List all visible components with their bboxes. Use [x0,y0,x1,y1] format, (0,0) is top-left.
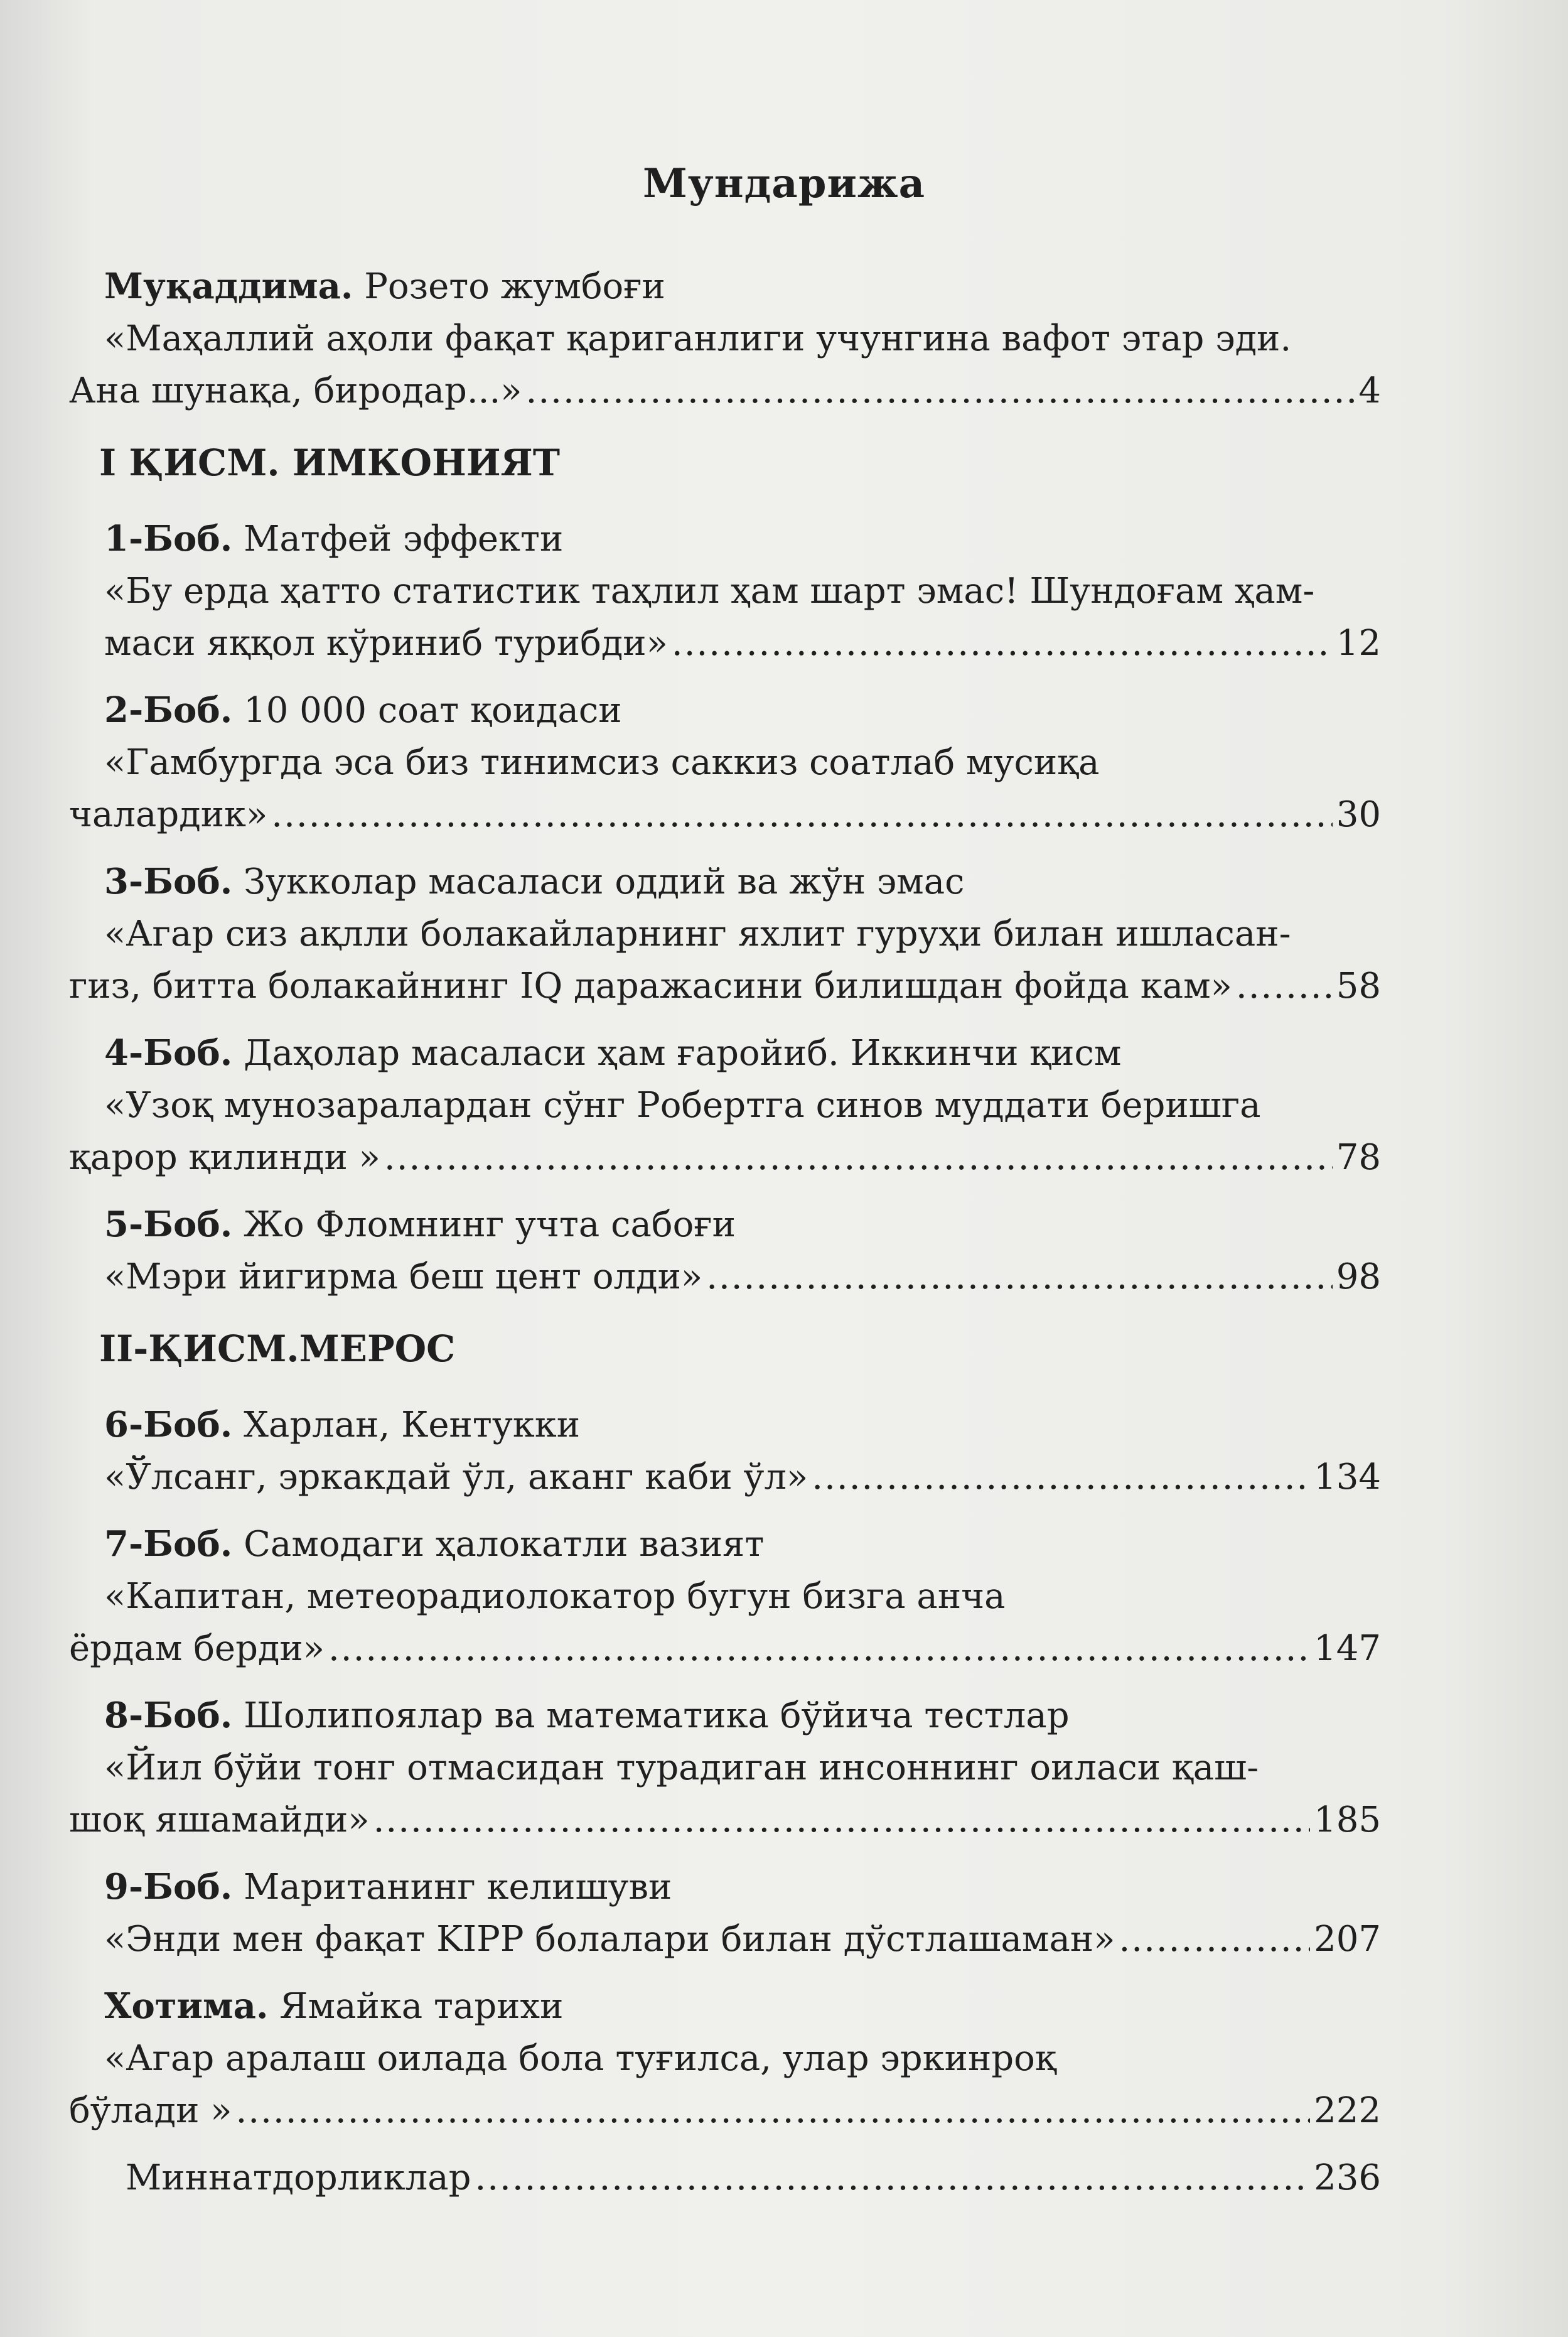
chapter-heading [69,513,1381,565]
acknowledgements-label: Миннатдорликлар [126,2157,471,2198]
chapter-heading [69,1027,1381,1079]
chapter-quote-line: «Капитан, метеорадиолокатор бугун бизга анча [104,1576,1006,1617]
toc-entry-chapter-6 [69,1399,1381,1503]
chapter-leader-line [69,1913,1381,1965]
chapter-heading [69,1518,1381,1570]
chapter-quote-line: «Энди мен фақат KIPP болалари билан дўстлашаман» [104,1919,1115,1960]
chapter-leader-line [69,1451,1381,1503]
chapter-heading [69,684,1381,737]
toc-entry-chapter-3 [69,856,1381,1012]
chapter-quote-line: «Мэри йигирма беш цент олди» [104,1256,703,1297]
toc-entry-epilogue [69,1980,1381,2137]
chapter-quote-line: «Маҳаллий аҳоли фақат қариганлиги учунгина вафот этар эди. [104,318,1292,359]
chapter-label: 1-Боб. [104,518,233,559]
chapter-quote-line: маси яққол кўриниб турибди» [104,623,668,664]
chapter-quote-line: бўлади » [69,2090,232,2131]
chapter-heading [69,1199,1381,1251]
toc-entry-chapter-7 [69,1518,1381,1675]
chapter-leader-line [69,789,1381,841]
chapter-label: 9-Боб. [104,1866,233,1908]
chapter-label: 2-Боб. [104,689,233,731]
dot-leader [271,789,1332,841]
chapter-heading [69,1861,1381,1913]
chapter-quote-line: Ана шунақа, биродар...» [69,370,522,411]
page-number: 222 [1314,2090,1381,2131]
page-number: 78 [1336,1137,1381,1178]
page-number: 98 [1336,1256,1381,1297]
chapter-label: 8-Боб. [104,1695,233,1736]
page-number: 147 [1314,1628,1381,1669]
chapter-name: Маританинг келишуви [244,1867,672,1908]
page-number: 12 [1336,623,1381,664]
chapter-heading [69,856,1381,908]
dot-leader [373,1794,1310,1846]
chapter-leader-line [69,960,1381,1012]
chapter-name: Ямайка тарихи [279,1986,564,2027]
page-number: 236 [1314,2157,1381,2198]
chapter-quote-line: «Йил бўйи тонг отмасидан турадиган инсоннинг оиласи қаш- [104,1747,1259,1788]
chapter-name: Харлан, Кентукки [244,1405,581,1445]
chapter-label: 6-Боб. [104,1404,233,1445]
chapter-name: 10 000 соат қоидаси [244,690,622,731]
chapter-quote-line: «Гамбургда эса биз тинимсиз саккиз соатлаб мусиқа [104,742,1100,783]
chapter-name: Шолипоялар ва математика бўйича тестлар [244,1695,1070,1736]
dot-leader [384,1131,1333,1184]
chapter-heading [69,1980,1381,2032]
table-of-contents [69,261,1381,2204]
toc-entry-chapter-9 [69,1861,1381,1965]
chapter-name: Зукколар масаласи оддий ва жўн эмас [244,861,965,902]
chapter-leader-line [69,617,1381,669]
chapter-leader-line [69,1622,1381,1675]
page-number: 185 [1314,1800,1381,1840]
chapter-leader-line [69,1251,1381,1303]
chapter-name: Розето жумбоғи [364,266,665,307]
chapter-quote-line: «Бу ерда ҳатто статистик таҳлил ҳам шарт эмас! Шундоғам ҳам- [104,571,1315,612]
chapter-heading [69,1690,1381,1742]
chapter-quote-line: «Узоқ мунозаралардан сўнг Робертга синов муддати беришга [104,1085,1261,1126]
toc-entry-chapter-8 [69,1690,1381,1846]
chapter-label: 5-Боб. [104,1204,233,1245]
page-number: 207 [1314,1919,1381,1960]
chapter-heading [69,261,1381,313]
chapter-leader-line [69,2085,1381,2137]
part-heading: I ҚИСМ. ИМКОНИЯТ [99,441,560,484]
toc-entry-acknowledgements [69,2152,1381,2204]
chapter-quote-line: «Агар аралаш оилада бола туғилса, улар эркинроқ [104,2038,1056,2079]
toc-entry-chapter-2 [69,684,1381,841]
dot-leader [236,2085,1311,2137]
chapter-name: Жо Фломнинг учта сабоғи [244,1204,736,1245]
chapter-quote-line: «Ўлсанг, эркакдай ўл, аканг каби ўл» [104,1457,808,1498]
dot-leader [475,2152,1310,2204]
dot-leader [672,617,1333,669]
chapter-label: 4-Боб. [104,1032,233,1074]
chapter-label: Муқаддима. [104,266,353,307]
dot-leader [1119,1913,1310,1965]
chapter-label: 3-Боб. [104,861,233,902]
chapter-name: Матфей эффекти [244,519,564,559]
chapter-quote-line: шоқ яшамайди» [69,1800,370,1840]
page-number: 134 [1314,1457,1381,1498]
chapter-label: 7-Боб. [104,1523,233,1565]
part-heading: II-ҚИСМ.МЕРОС [99,1327,456,1370]
page-number: 4 [1358,370,1381,411]
dot-leader [526,365,1355,417]
page-title: Мундарижа [642,160,926,207]
chapter-quote-line: «Агар сиз ақлли болакайларнинг яхлит гуруҳи билан ишласан- [104,914,1291,954]
page-number: 58 [1336,966,1381,1007]
chapter-quote-line: қарор қилинди » [69,1137,380,1178]
chapter-label: Хотима. [104,1985,269,2027]
toc-entry-intro [69,261,1381,417]
toc-entry-chapter-5 [69,1199,1381,1303]
toc-entry-chapter-1 [69,513,1381,669]
page-number: 30 [1336,794,1381,835]
chapter-quote-line: гиз, битта болакайнинг IQ даражасини билишдан фойда кам» [69,966,1232,1007]
chapter-name: Самодаги ҳалокатли вазият [244,1524,765,1565]
chapter-quote-line: чалардик» [69,794,268,835]
dot-leader [328,1622,1310,1675]
chapter-quote-line: ёрдам берди» [69,1628,325,1669]
chapter-leader-line [69,1131,1381,1184]
chapter-heading [69,1399,1381,1451]
chapter-leader-line [69,1794,1381,1846]
chapter-leader-line [69,365,1381,417]
dot-leader [1236,960,1333,1012]
chapter-name: Даҳолар масаласи ҳам ғаройиб. Иккинчи қисм [244,1033,1122,1074]
toc-entry-chapter-4 [69,1027,1381,1184]
dot-leader [706,1251,1333,1303]
dot-leader [812,1451,1310,1503]
